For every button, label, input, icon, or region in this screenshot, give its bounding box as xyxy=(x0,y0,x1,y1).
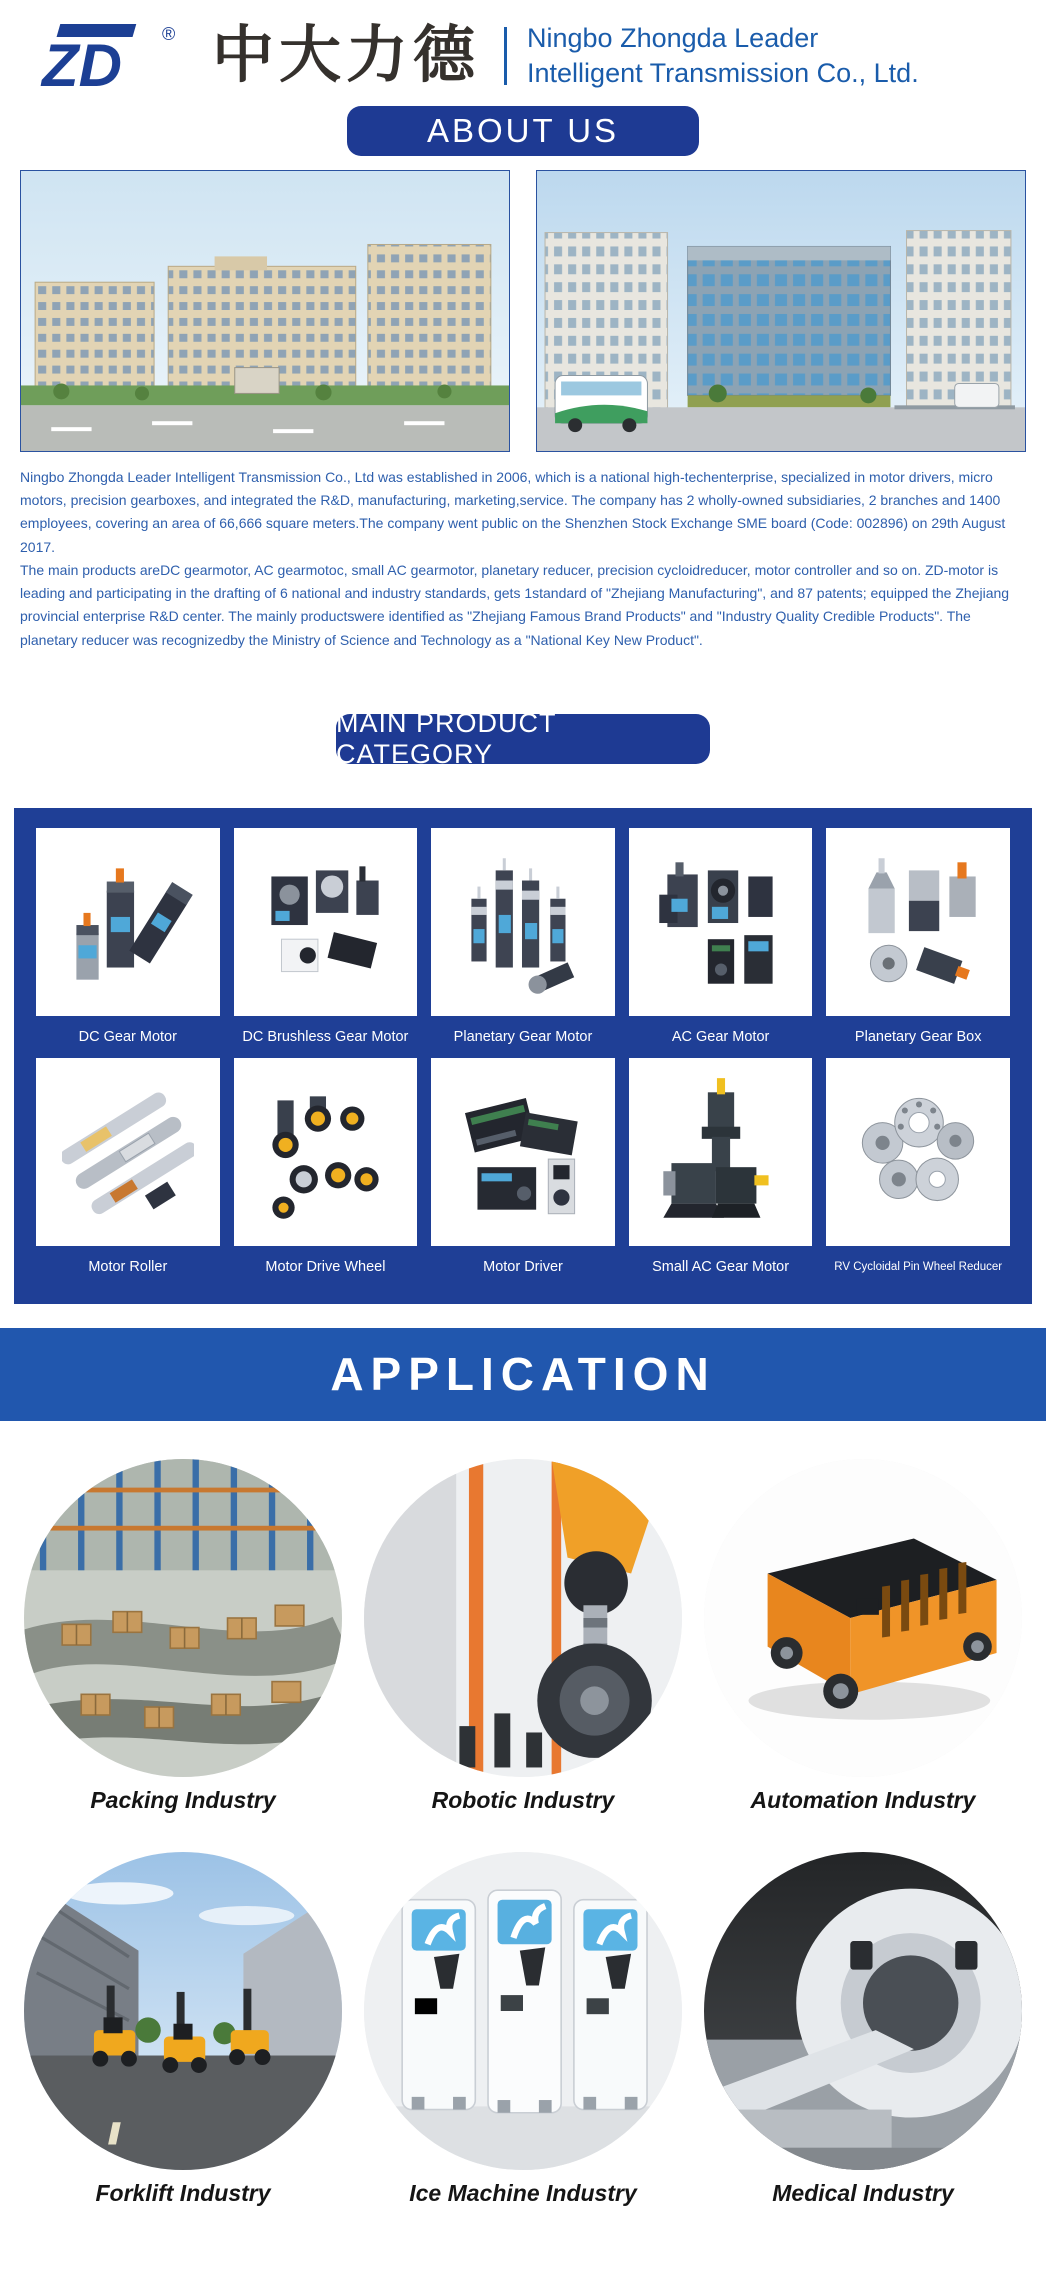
product-label: AC Gear Motor xyxy=(671,1028,770,1045)
product-image-dc-brushless-gear-motor xyxy=(234,828,418,1016)
product-cell-motor-driver xyxy=(431,1058,615,1288)
product-grid xyxy=(14,808,1032,1304)
application-title: APPLICATION xyxy=(330,1348,716,1401)
application-row-1 xyxy=(22,1459,1024,1814)
application-item-robotic xyxy=(362,1459,684,1814)
product-label: Planetary Gear Box xyxy=(854,1028,982,1045)
svg-text:ZD: ZD xyxy=(42,32,122,94)
header-divider xyxy=(504,27,507,85)
app-label: Automation Industry xyxy=(750,1786,976,1813)
product-image-dc-gear-motor xyxy=(36,828,220,1016)
product-cell-dc-brushless-gear-motor xyxy=(234,828,418,1058)
application-item-medical xyxy=(702,1852,1024,2207)
product-image-ac-gear-motor xyxy=(629,828,813,1016)
application-item-ice-machine xyxy=(362,1852,684,2207)
zd-logo-icon xyxy=(24,18,196,94)
product-image-rv-cycloidal-reducer xyxy=(826,1058,1010,1246)
app-label: Packing Industry xyxy=(90,1786,276,1813)
about-us-banner xyxy=(347,106,699,156)
main-product-category-banner xyxy=(336,707,710,769)
application-banner xyxy=(0,1328,1046,1421)
product-cell-planetary-gear-motor xyxy=(431,828,615,1058)
product-image-motor-driver xyxy=(431,1058,615,1246)
app-label: Robotic Industry xyxy=(431,1786,615,1813)
application-item-forklift xyxy=(22,1852,344,2207)
about-paragraph-2: The main products areDC gearmotor, AC gearmotoc, small AC gearmotor, planetary reducer, precision cycloidreducer, motor controller and so on. ZD-motor is leading and participating in the drafting of 6 national and industry standards, gets 1standard of "Zhejiang Manufacturing", and 87 patents; equipped the Zhejiang provincial enterprise R&D center. The mainly productswere identified as "Zhejiang Famous Brand Products" and "Industry Quality Credible Products". The planetary reducer was recognizedby the Ministry of Science and Technology as a "National Key New Product". xyxy=(20,561,1010,648)
product-cell-motor-drive-wheel xyxy=(234,1058,418,1288)
product-cell-dc-gear-motor xyxy=(36,828,220,1058)
company-name xyxy=(527,21,919,90)
product-cell-rv-cycloidal-reducer xyxy=(826,1058,1010,1288)
product-image-motor-roller xyxy=(36,1058,220,1246)
product-cell-ac-gear-motor xyxy=(629,828,813,1058)
company-name-line1: Ningbo Zhongda Leader xyxy=(527,23,819,54)
product-cell-planetary-gear-box xyxy=(826,828,1010,1058)
product-image-planetary-gear-motor xyxy=(431,828,615,1016)
about-paragraph-1: Ningbo Zhongda Leader Intelligent Transmission Co., Ltd was established in 2006, which is a national high-techenterprise, specialized in motor drivers, micro motors, precision gearboxes, and integrated the R&D, manufacturing, marketing,service. The company has 2 wholly-owned subsidiaries, 2 branches and 1400 employees, covering an area of 66,666 square meters.The company went public on the Shenzhen Stock Exchange SME board (Code: 002896) on 29th August 2017. xyxy=(20,469,1006,555)
brand-chinese-name: 中大力德 xyxy=(212,21,481,90)
product-image-small-ac-gear-motor xyxy=(629,1058,813,1246)
main-product-category-title: MAIN PRODUCT CATEGORY xyxy=(336,707,557,769)
product-cell-small-ac-gear-motor xyxy=(629,1058,813,1288)
product-label: Motor Drive Wheel xyxy=(265,1258,386,1275)
app-label: Medical Industry xyxy=(772,2179,954,2206)
product-cell-motor-roller xyxy=(36,1058,220,1288)
app-image-robotic-industry xyxy=(364,1459,682,1777)
product-label: RV Cycloidal Pin Wheel Reducer xyxy=(834,1260,1003,1273)
product-label: Motor Driver xyxy=(483,1258,563,1275)
product-label: DC Gear Motor xyxy=(78,1028,177,1045)
product-label: Motor Roller xyxy=(88,1258,168,1275)
factory-photos xyxy=(0,156,1046,452)
about-us-title: ABOUT US xyxy=(426,112,620,149)
product-label: DC Brushless Gear Motor xyxy=(242,1028,409,1045)
app-image-ice-machine-industry xyxy=(364,1852,682,2170)
app-image-packing-industry xyxy=(24,1459,342,1777)
factory-photo-right xyxy=(536,170,1026,452)
about-text xyxy=(20,466,1026,652)
app-label: Forklift Industry xyxy=(95,2179,271,2206)
company-name-line2: Intelligent Transmission Co., Ltd. xyxy=(527,58,919,88)
factory-photo-left xyxy=(20,170,510,452)
app-label: Ice Machine Industry xyxy=(409,2179,637,2206)
product-image-motor-drive-wheel xyxy=(234,1058,418,1246)
product-image-planetary-gear-box xyxy=(826,828,1010,1016)
product-label: Planetary Gear Motor xyxy=(453,1028,593,1045)
application-item-packing xyxy=(22,1459,344,1814)
application-row-2 xyxy=(22,1852,1024,2207)
app-image-forklift-industry xyxy=(24,1852,342,2170)
app-image-medical-industry xyxy=(704,1852,1022,2170)
header xyxy=(0,0,1046,102)
svg-text:®: ® xyxy=(162,24,176,44)
app-image-automation-industry xyxy=(704,1459,1022,1777)
product-label: Small AC Gear Motor xyxy=(652,1258,790,1275)
application-item-automation xyxy=(702,1459,1024,1814)
